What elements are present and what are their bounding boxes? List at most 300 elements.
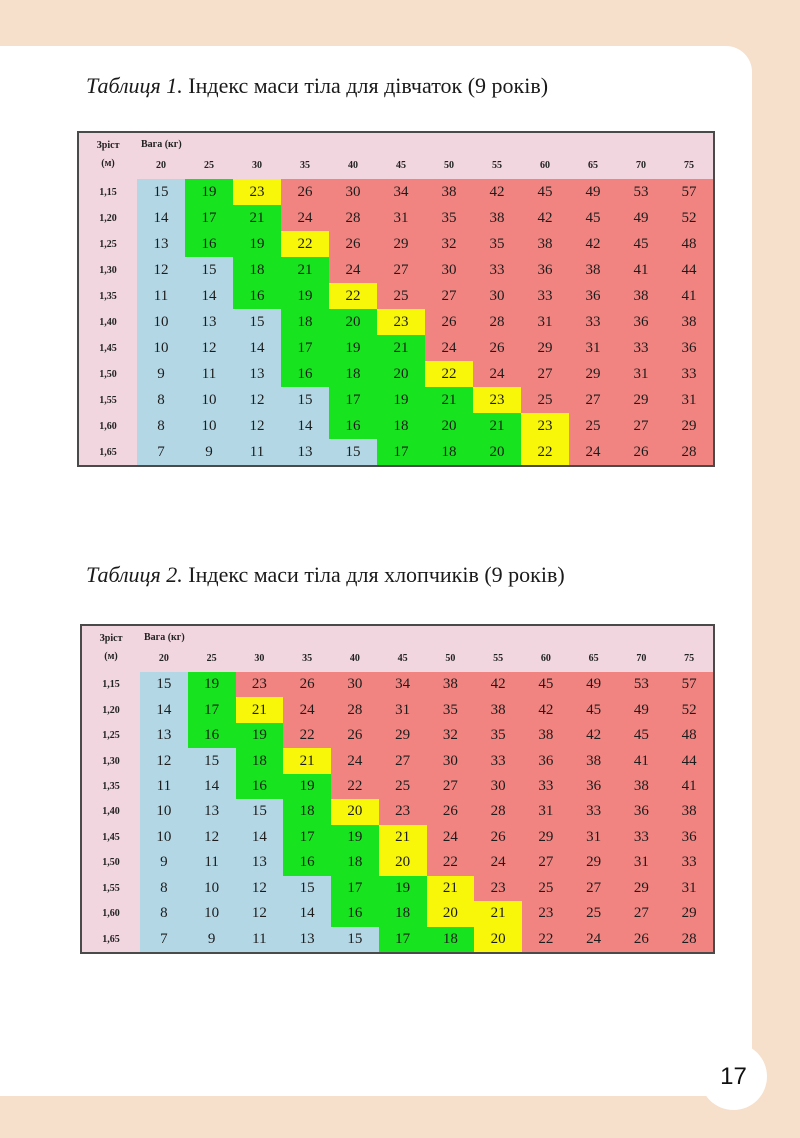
bmi-cell: 13 — [283, 927, 331, 952]
bmi-cell: 21 — [281, 257, 329, 283]
bmi-cell: 11 — [140, 774, 188, 799]
bmi-cell: 31 — [569, 335, 617, 361]
bmi-cell: 26 — [425, 309, 473, 335]
bmi-cell: 12 — [140, 748, 188, 773]
bmi-cell: 32 — [425, 231, 473, 257]
weight-column-label: 75 — [684, 160, 694, 171]
height-row-label: 1,60 — [79, 413, 137, 439]
height-row-label: 1,15 — [82, 672, 140, 697]
bmi-cell: 23 — [379, 799, 427, 824]
bmi-cell: 9 — [137, 361, 185, 387]
bmi-cell: 16 — [283, 850, 331, 875]
height-column-header: Зріст — [96, 140, 120, 151]
bmi-cell: 45 — [522, 672, 570, 697]
height-row-label: 1,20 — [79, 205, 137, 231]
bmi-cell: 29 — [521, 335, 569, 361]
bmi-cell: 30 — [473, 283, 521, 309]
bmi-cell: 31 — [665, 876, 713, 901]
bmi-cell: 9 — [188, 927, 236, 952]
bmi-cell: 8 — [137, 387, 185, 413]
bmi-cell: 42 — [569, 231, 617, 257]
bmi-cell: 57 — [665, 179, 713, 205]
bmi-cell: 15 — [140, 672, 188, 697]
bmi-cell: 12 — [137, 257, 185, 283]
bmi-cell: 30 — [474, 774, 522, 799]
bmi-cell: 13 — [233, 361, 281, 387]
height-row-label: 1,25 — [82, 723, 140, 748]
bmi-cell: 23 — [522, 901, 570, 926]
bmi-cell: 10 — [137, 335, 185, 361]
bmi-cell: 9 — [185, 439, 233, 465]
bmi-cell: 29 — [617, 387, 665, 413]
bmi-cell: 35 — [425, 205, 473, 231]
bmi-cell: 28 — [474, 799, 522, 824]
bmi-cell: 19 — [236, 723, 284, 748]
weight-column-label: 20 — [158, 653, 169, 664]
bmi-cell: 8 — [140, 876, 188, 901]
bmi-cell: 18 — [379, 901, 427, 926]
bmi-cell: 27 — [521, 361, 569, 387]
bmi-cell: 29 — [379, 723, 427, 748]
bmi-cell: 20 — [377, 361, 425, 387]
height-row-label: 1,15 — [79, 179, 137, 205]
bmi-cell: 49 — [569, 179, 617, 205]
weight-column-label: 40 — [349, 653, 360, 664]
bmi-cell: 49 — [617, 205, 665, 231]
bmi-cell: 23 — [236, 672, 284, 697]
bmi-cell: 18 — [233, 257, 281, 283]
table2-caption — [86, 562, 565, 588]
bmi-cell: 20 — [379, 850, 427, 875]
bmi-cell: 38 — [665, 799, 713, 824]
bmi-cell: 21 — [425, 387, 473, 413]
weight-column-label: 40 — [348, 160, 358, 171]
bmi-cell: 23 — [473, 387, 521, 413]
bmi-cell: 49 — [618, 697, 666, 722]
bmi-cell: 48 — [665, 231, 713, 257]
bmi-cell: 26 — [281, 179, 329, 205]
weight-column-label: 55 — [493, 653, 504, 664]
bmi-cell: 14 — [188, 774, 236, 799]
bmi-cell: 48 — [665, 723, 713, 748]
bmi-cell: 29 — [665, 413, 713, 439]
bmi-cell: 17 — [283, 825, 331, 850]
bmi-cell: 33 — [665, 850, 713, 875]
bmi-cell: 27 — [379, 748, 427, 773]
bmi-cell: 24 — [569, 439, 617, 465]
bmi-cell: 13 — [188, 799, 236, 824]
bmi-cell: 21 — [283, 748, 331, 773]
bmi-cell: 24 — [329, 257, 377, 283]
bmi-cell: 52 — [665, 205, 713, 231]
bmi-cell: 29 — [569, 361, 617, 387]
bmi-cell: 22 — [331, 774, 379, 799]
bmi-cell: 42 — [474, 672, 522, 697]
height-row-label: 1,30 — [79, 257, 137, 283]
bmi-cell: 18 — [427, 927, 475, 952]
bmi-cell: 19 — [283, 774, 331, 799]
bmi-cell: 30 — [331, 672, 379, 697]
bmi-cell: 12 — [188, 825, 236, 850]
bmi-cell: 38 — [474, 697, 522, 722]
height-row-label: 1,65 — [79, 439, 137, 465]
bmi-cell: 10 — [185, 387, 233, 413]
bmi-cell: 24 — [473, 361, 521, 387]
bmi-cell: 17 — [185, 205, 233, 231]
bmi-cell: 24 — [570, 927, 618, 952]
bmi-cell: 34 — [379, 672, 427, 697]
bmi-cell: 31 — [377, 205, 425, 231]
weight-column-label: 75 — [684, 653, 695, 664]
bmi-cell: 21 — [474, 901, 522, 926]
bmi-cell: 10 — [185, 413, 233, 439]
bmi-cell: 13 — [140, 723, 188, 748]
bmi-cell: 21 — [377, 335, 425, 361]
bmi-cell: 26 — [474, 825, 522, 850]
height-row-label: 1,40 — [82, 799, 140, 824]
bmi-cell: 15 — [331, 927, 379, 952]
weight-column-label: 25 — [204, 160, 214, 171]
weight-column-label: 50 — [445, 653, 456, 664]
bmi-cell: 45 — [570, 697, 618, 722]
bmi-cell: 35 — [474, 723, 522, 748]
bmi-cell: 42 — [570, 723, 618, 748]
bmi-cell: 20 — [331, 799, 379, 824]
bmi-cell: 45 — [618, 723, 666, 748]
bmi-cell: 30 — [329, 179, 377, 205]
bmi-cell: 33 — [570, 799, 618, 824]
bmi-cell: 30 — [425, 257, 473, 283]
bmi-cell: 15 — [236, 799, 284, 824]
bmi-cell: 31 — [521, 309, 569, 335]
bmi-cell: 22 — [522, 927, 570, 952]
bmi-cell: 20 — [425, 413, 473, 439]
bmi-cell: 33 — [473, 257, 521, 283]
table2-caption-text: Індекс маси тіла для хлопчиків (9 років) — [182, 562, 565, 587]
bmi-cell: 11 — [236, 927, 284, 952]
bmi-cell: 16 — [329, 413, 377, 439]
height-row-label: 1,40 — [79, 309, 137, 335]
bmi-cell: 11 — [188, 850, 236, 875]
table1-caption — [86, 73, 548, 99]
height-row-label: 1,50 — [82, 850, 140, 875]
bmi-cell: 21 — [379, 825, 427, 850]
bmi-cell: 23 — [521, 413, 569, 439]
bmi-cell: 53 — [618, 672, 666, 697]
bmi-cell: 45 — [617, 231, 665, 257]
bmi-cell: 29 — [570, 850, 618, 875]
bmi-cell: 30 — [427, 748, 475, 773]
bmi-cell: 26 — [329, 231, 377, 257]
height-row-label: 1,35 — [82, 774, 140, 799]
bmi-cell: 33 — [569, 309, 617, 335]
bmi-cell: 24 — [425, 335, 473, 361]
bmi-cell: 19 — [281, 283, 329, 309]
bmi-cell: 14 — [236, 825, 284, 850]
bmi-cell: 26 — [617, 439, 665, 465]
bmi-cell: 14 — [137, 205, 185, 231]
bmi-cell: 33 — [474, 748, 522, 773]
bmi-cell: 44 — [665, 257, 713, 283]
height-unit-label: (м) — [104, 651, 118, 662]
bmi-cell: 15 — [185, 257, 233, 283]
bmi-cell: 33 — [521, 283, 569, 309]
bmi-cell: 31 — [570, 825, 618, 850]
bmi-cell: 36 — [569, 283, 617, 309]
height-row-label: 1,45 — [82, 825, 140, 850]
bmi-cell: 38 — [522, 723, 570, 748]
bmi-cell: 25 — [377, 283, 425, 309]
weight-header: Вага (кг) — [144, 632, 185, 643]
bmi-cell: 28 — [473, 309, 521, 335]
bmi-cell: 10 — [140, 799, 188, 824]
bmi-cell: 20 — [473, 439, 521, 465]
height-unit-label: (м) — [101, 158, 115, 169]
bmi-cell: 24 — [331, 748, 379, 773]
bmi-cell: 24 — [283, 697, 331, 722]
bmi-cell: 19 — [379, 876, 427, 901]
weight-header: Вага (кг) — [141, 139, 182, 150]
bmi-cell: 14 — [140, 697, 188, 722]
bmi-cell: 7 — [140, 927, 188, 952]
bmi-cell: 38 — [665, 309, 713, 335]
bmi-cell: 26 — [427, 799, 475, 824]
weight-column-label: 30 — [254, 653, 265, 664]
bmi-cell: 10 — [140, 825, 188, 850]
bmi-cell: 36 — [665, 825, 713, 850]
bmi-cell: 35 — [473, 231, 521, 257]
bmi-cell: 38 — [617, 283, 665, 309]
bmi-cell: 17 — [281, 335, 329, 361]
bmi-cell: 36 — [522, 748, 570, 773]
bmi-cell: 29 — [522, 825, 570, 850]
bmi-cell: 28 — [329, 205, 377, 231]
weight-column-label: 45 — [396, 160, 406, 171]
bmi-cell: 16 — [185, 231, 233, 257]
bmi-cell: 19 — [331, 825, 379, 850]
bmi-cell: 18 — [283, 799, 331, 824]
bmi-cell: 27 — [377, 257, 425, 283]
weight-column-label: 60 — [540, 653, 551, 664]
bmi-cell: 36 — [570, 774, 618, 799]
table1-caption-text: Індекс маси тіла для дівчаток (9 років) — [182, 73, 549, 98]
bmi-cell: 16 — [331, 901, 379, 926]
bmi-cell: 45 — [521, 179, 569, 205]
bmi-cell: 15 — [283, 876, 331, 901]
bmi-cell: 28 — [665, 927, 713, 952]
bmi-cell: 36 — [617, 309, 665, 335]
bmi-cell: 41 — [617, 257, 665, 283]
bmi-cell: 20 — [427, 901, 475, 926]
weight-column-label: 60 — [540, 160, 550, 171]
height-row-label: 1,55 — [79, 387, 137, 413]
bmi-cell: 14 — [185, 283, 233, 309]
bmi-cell: 19 — [185, 179, 233, 205]
bmi-cell: 33 — [665, 361, 713, 387]
bmi-cell: 23 — [233, 179, 281, 205]
bmi-cell: 18 — [377, 413, 425, 439]
weight-column-label: 45 — [397, 653, 408, 664]
bmi-cell: 18 — [236, 748, 284, 773]
height-row-label: 1,50 — [79, 361, 137, 387]
bmi-cell: 16 — [233, 283, 281, 309]
bmi-cell: 19 — [233, 231, 281, 257]
bmi-cell: 12 — [185, 335, 233, 361]
bmi-cell: 57 — [665, 672, 713, 697]
bmi-cell: 35 — [427, 697, 475, 722]
bmi-cell: 33 — [618, 825, 666, 850]
bmi-cell: 27 — [425, 283, 473, 309]
bmi-cell: 27 — [617, 413, 665, 439]
bmi-cell: 32 — [427, 723, 475, 748]
bmi-cell: 10 — [137, 309, 185, 335]
bmi-cell: 12 — [236, 901, 284, 926]
weight-column-label: 70 — [636, 160, 646, 171]
weight-column-label: 65 — [588, 160, 598, 171]
bmi-cell: 27 — [618, 901, 666, 926]
height-row-label: 1,45 — [79, 335, 137, 361]
bmi-cell: 17 — [329, 387, 377, 413]
bmi-cell: 24 — [427, 825, 475, 850]
bmi-cell: 25 — [522, 876, 570, 901]
weight-column-label: 30 — [252, 160, 262, 171]
bmi-cell: 15 — [137, 179, 185, 205]
bmi-cell: 29 — [665, 901, 713, 926]
bmi-cell: 19 — [377, 387, 425, 413]
bmi-cell: 25 — [379, 774, 427, 799]
bmi-cell: 33 — [522, 774, 570, 799]
bmi-cell: 44 — [665, 748, 713, 773]
bmi-cell: 16 — [188, 723, 236, 748]
bmi-cell: 24 — [281, 205, 329, 231]
bmi-cell: 13 — [281, 439, 329, 465]
bmi-cell: 53 — [617, 179, 665, 205]
bmi-cell: 38 — [473, 205, 521, 231]
bmi-table-girls — [77, 131, 715, 467]
bmi-cell: 52 — [665, 697, 713, 722]
weight-column-label: 50 — [444, 160, 454, 171]
weight-column-label: 65 — [588, 653, 599, 664]
bmi-cell: 42 — [522, 697, 570, 722]
bmi-cell: 8 — [137, 413, 185, 439]
bmi-cell: 9 — [140, 850, 188, 875]
bmi-cell: 26 — [283, 672, 331, 697]
height-row-label: 1,30 — [82, 748, 140, 773]
height-row-label: 1,60 — [82, 901, 140, 926]
bmi-cell: 42 — [521, 205, 569, 231]
bmi-cell: 36 — [618, 799, 666, 824]
bmi-cell: 15 — [233, 309, 281, 335]
bmi-cell: 36 — [665, 335, 713, 361]
bmi-cell: 34 — [377, 179, 425, 205]
height-row-label: 1,25 — [79, 231, 137, 257]
height-row-label: 1,55 — [82, 876, 140, 901]
bmi-cell: 12 — [233, 413, 281, 439]
bmi-cell: 21 — [236, 697, 284, 722]
bmi-cell: 21 — [427, 876, 475, 901]
bmi-cell: 22 — [283, 723, 331, 748]
table1-caption-lead: Таблиця 1. — [86, 73, 183, 98]
bmi-cell: 22 — [425, 361, 473, 387]
bmi-cell: 41 — [665, 774, 713, 799]
bmi-cell: 15 — [329, 439, 377, 465]
bmi-cell: 17 — [331, 876, 379, 901]
bmi-cell: 14 — [283, 901, 331, 926]
bmi-cell: 29 — [377, 231, 425, 257]
table2-caption-lead: Таблиця 2. — [86, 562, 183, 587]
bmi-cell: 21 — [233, 205, 281, 231]
bmi-cell: 17 — [379, 927, 427, 952]
bmi-cell: 41 — [618, 748, 666, 773]
bmi-cell: 12 — [236, 876, 284, 901]
bmi-cell: 11 — [233, 439, 281, 465]
bmi-cell: 18 — [281, 309, 329, 335]
bmi-cell: 28 — [331, 697, 379, 722]
bmi-cell: 27 — [522, 850, 570, 875]
bmi-cell: 16 — [281, 361, 329, 387]
bmi-cell: 15 — [281, 387, 329, 413]
bmi-cell: 20 — [329, 309, 377, 335]
height-row-label: 1,35 — [79, 283, 137, 309]
bmi-cell: 22 — [329, 283, 377, 309]
bmi-cell: 11 — [137, 283, 185, 309]
bmi-cell: 41 — [665, 283, 713, 309]
bmi-cell: 19 — [188, 672, 236, 697]
table-header — [79, 133, 713, 179]
bmi-cell: 24 — [474, 850, 522, 875]
bmi-cell: 28 — [665, 439, 713, 465]
bmi-cell: 10 — [188, 901, 236, 926]
bmi-cell: 18 — [331, 850, 379, 875]
bmi-cell: 36 — [521, 257, 569, 283]
bmi-cell: 31 — [618, 850, 666, 875]
weight-column-label: 35 — [300, 160, 310, 171]
bmi-cell: 18 — [329, 361, 377, 387]
bmi-cell: 25 — [521, 387, 569, 413]
bmi-cell: 38 — [618, 774, 666, 799]
bmi-cell: 26 — [618, 927, 666, 952]
weight-column-label: 35 — [302, 653, 313, 664]
bmi-cell: 12 — [233, 387, 281, 413]
bmi-cell: 20 — [474, 927, 522, 952]
height-row-label: 1,20 — [82, 697, 140, 722]
bmi-cell: 11 — [185, 361, 233, 387]
bmi-cell: 38 — [570, 748, 618, 773]
bmi-cell: 7 — [137, 439, 185, 465]
bmi-cell: 38 — [569, 257, 617, 283]
bmi-cell: 18 — [425, 439, 473, 465]
bmi-cell: 22 — [427, 850, 475, 875]
bmi-cell: 14 — [281, 413, 329, 439]
bmi-cell: 15 — [188, 748, 236, 773]
bmi-cell: 29 — [618, 876, 666, 901]
bmi-cell: 31 — [379, 697, 427, 722]
bmi-cell: 21 — [473, 413, 521, 439]
bmi-cell: 16 — [236, 774, 284, 799]
bmi-cell: 13 — [236, 850, 284, 875]
bmi-cell: 26 — [473, 335, 521, 361]
bmi-cell: 25 — [569, 413, 617, 439]
bmi-cell: 22 — [521, 439, 569, 465]
bmi-cell: 17 — [188, 697, 236, 722]
bmi-cell: 23 — [377, 309, 425, 335]
height-row-label: 1,65 — [82, 927, 140, 952]
bmi-cell: 38 — [427, 672, 475, 697]
bmi-cell: 22 — [281, 231, 329, 257]
bmi-cell: 26 — [331, 723, 379, 748]
weight-column-label: 70 — [636, 653, 647, 664]
bmi-cell: 13 — [137, 231, 185, 257]
